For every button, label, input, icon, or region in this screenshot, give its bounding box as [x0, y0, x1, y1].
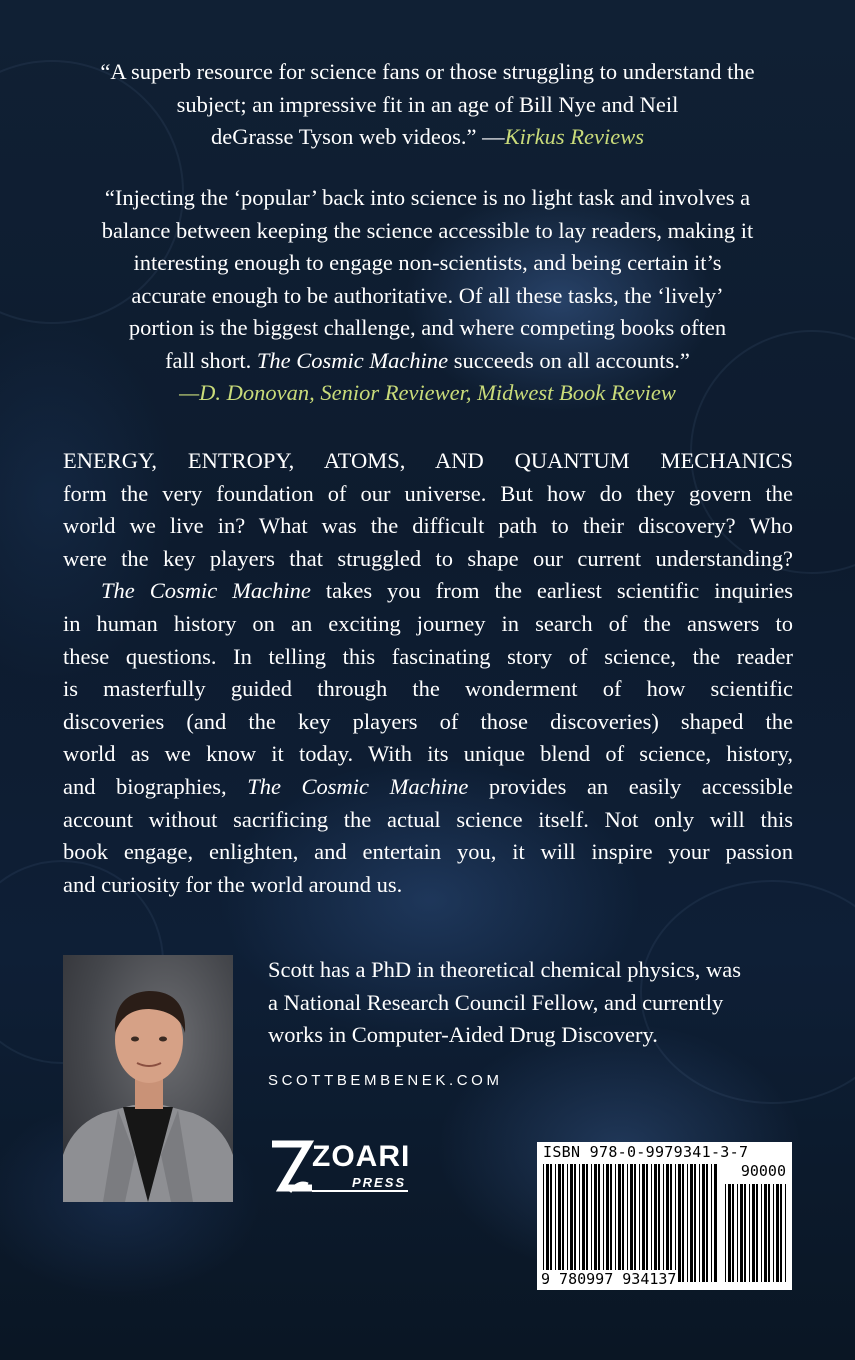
barcode-bar	[678, 1164, 681, 1282]
barcode-bar	[555, 1164, 556, 1282]
description-line: were the key players that struggled to shape our current understanding?	[63, 545, 793, 571]
publisher-logo-main: ZOARI	[312, 1140, 411, 1173]
barcode-bar	[682, 1164, 684, 1282]
author-website: SCOTTBEMBENEK.COM	[268, 1072, 503, 1089]
isbn-barcode	[537, 1142, 792, 1290]
barcode-bar	[706, 1164, 708, 1282]
quote-attribution: Kirkus Reviews	[504, 124, 644, 149]
publisher-logo-sub: PRESS	[352, 1175, 407, 1190]
barcode-bar	[630, 1164, 633, 1282]
barcode-bar	[658, 1164, 660, 1282]
isbn-text: ISBN 978-0-9979341-3-7	[543, 1143, 749, 1161]
barcode-bar	[725, 1184, 726, 1282]
barcode-bar	[670, 1164, 672, 1282]
quote-line: “Injecting the ‘popular’ back into science is no light task and involves a	[104, 185, 751, 210]
quote-line: accurate enough to be authoritative. Of all these tasks, the ‘lively’	[131, 282, 724, 308]
barcode-bar	[690, 1164, 693, 1282]
barcode-bar	[768, 1184, 770, 1282]
barcode-bar	[728, 1184, 731, 1282]
bio-line: works in Computer-Aided Drug Discovery.	[268, 1022, 658, 1047]
author-portrait-illustration	[63, 955, 233, 1202]
barcode-bar	[711, 1164, 712, 1282]
quote-line: interesting enough to engage non-scientists, and being certain it’s	[133, 250, 722, 275]
barcode-bar	[714, 1164, 717, 1282]
barcode-bar	[776, 1184, 779, 1282]
quote-line	[0, 345, 855, 378]
barcode-bar	[749, 1184, 750, 1282]
barcode-bar	[764, 1184, 767, 1282]
bio-line: Scott has a PhD in theoretical chemical physics, was	[268, 957, 742, 982]
barcode-bar	[550, 1164, 552, 1282]
book-title-italic: The Cosmic Machine	[256, 347, 449, 373]
quote-text: fall short.	[165, 347, 257, 373]
barcode-bar	[663, 1164, 664, 1282]
barcode-bar	[627, 1164, 628, 1282]
review-quote-kirkus	[0, 56, 855, 154]
barcode-bar	[756, 1184, 758, 1282]
barcode-bar	[598, 1164, 600, 1282]
barcode-bar	[610, 1164, 612, 1282]
barcode-bar	[666, 1164, 669, 1282]
quote-line: balance between keeping the science accessible to lay readers, making it	[101, 217, 754, 243]
barcode-bar	[582, 1164, 585, 1282]
description-line	[63, 771, 793, 804]
ean-digits: 9 780997 934137	[541, 1270, 677, 1288]
barcode-bar	[622, 1164, 624, 1282]
barcode-bar	[773, 1184, 774, 1282]
author-bio	[268, 954, 808, 1052]
barcode-bar	[543, 1164, 544, 1282]
barcode-bar	[694, 1164, 696, 1282]
description-line: ENERGY, ENTROPY, ATOMS, AND QUANTUM MECHANICS	[63, 448, 793, 473]
description-line: form the very foundation of our universe. But how do they govern the	[63, 480, 793, 506]
description-line	[63, 575, 793, 608]
barcode-bar	[654, 1164, 657, 1282]
bio-line: a National Research Council Fellow, and currently	[268, 989, 724, 1015]
barcode-bar	[546, 1164, 549, 1282]
description-text: takes you from the earliest scientific inquiries	[310, 578, 793, 604]
author-photo	[63, 955, 233, 1202]
barcode-bar	[618, 1164, 621, 1282]
barcode-bar	[634, 1164, 636, 1282]
description-line: and curiosity for the world around us.	[63, 871, 403, 897]
barcode-bar	[570, 1164, 573, 1282]
quote-line	[0, 121, 855, 154]
barcode-bar	[639, 1164, 640, 1282]
quote-attribution: —D. Donovan, Senior Reviewer, Midwest Book Review	[179, 380, 676, 405]
barcode-bar	[740, 1184, 743, 1282]
barcode-bar	[586, 1164, 588, 1282]
barcode-bar	[744, 1184, 746, 1282]
barcode-bar	[761, 1184, 762, 1282]
book-title-italic: The Cosmic Machine	[101, 578, 311, 604]
description-line: is masterfully guided through the wonderment of how scientific	[63, 676, 793, 702]
description-line: book engage, enlighten, and entertain you, it will inspire your passion	[63, 839, 793, 865]
description-line: these questions. In telling this fascinating story of science, the reader	[63, 643, 793, 669]
description-line: world we live in? What was the difficult path to their discovery? Who	[63, 513, 793, 539]
barcode-bar	[606, 1164, 609, 1282]
barcode-bar	[737, 1184, 738, 1282]
description-line: discoveries (and the key players of those discoveries) shaped the	[63, 708, 793, 734]
barcode-bar	[642, 1164, 645, 1282]
barcode-bar	[675, 1164, 676, 1282]
quote-line-text: deGrasse Tyson web videos.” —	[211, 124, 505, 149]
review-quote-midwest	[0, 182, 855, 410]
description-line: in human history on an exciting journey in search of the answers to	[63, 610, 793, 636]
barcode-bar	[646, 1164, 648, 1282]
barcode-bar	[785, 1184, 786, 1282]
quote-text: succeeds on all accounts.”	[448, 347, 690, 373]
barcode-bar	[558, 1164, 561, 1282]
barcode-bar	[574, 1164, 576, 1282]
barcode-bar	[594, 1164, 597, 1282]
barcode-bar	[752, 1184, 755, 1282]
barcode-bar	[651, 1164, 652, 1282]
barcode-bar	[699, 1164, 700, 1282]
quote-line: “A superb resource for science fans or those struggling to understand the	[100, 59, 755, 84]
barcode-bar	[615, 1164, 616, 1282]
price-code: 90000	[740, 1162, 786, 1180]
barcode-bar	[687, 1164, 688, 1282]
publisher-logo	[268, 1138, 413, 1203]
description-line: world as we know it today. With its unique blend of science, history,	[63, 741, 793, 767]
barcode-bar	[702, 1164, 705, 1282]
description-text: and biographies,	[63, 773, 248, 799]
barcode-bar	[562, 1164, 564, 1282]
barcode-bar	[603, 1164, 604, 1282]
book-description	[63, 445, 793, 901]
quote-line: portion is the biggest challenge, and where competing books often	[128, 315, 727, 340]
barcode-bar	[567, 1164, 568, 1282]
book-title-italic: The Cosmic Machine	[247, 773, 469, 799]
barcode-bar	[780, 1184, 782, 1282]
barcode-bar	[591, 1164, 592, 1282]
quote-line: subject; an impressive fit in an age of Bill Nye and Neil	[176, 91, 679, 117]
description-line: account without sacrificing the actual science itself. Not only will this	[63, 806, 793, 832]
barcode-bar	[732, 1184, 734, 1282]
barcode-bar	[579, 1164, 580, 1282]
description-text: provides an easily accessible	[468, 773, 793, 799]
